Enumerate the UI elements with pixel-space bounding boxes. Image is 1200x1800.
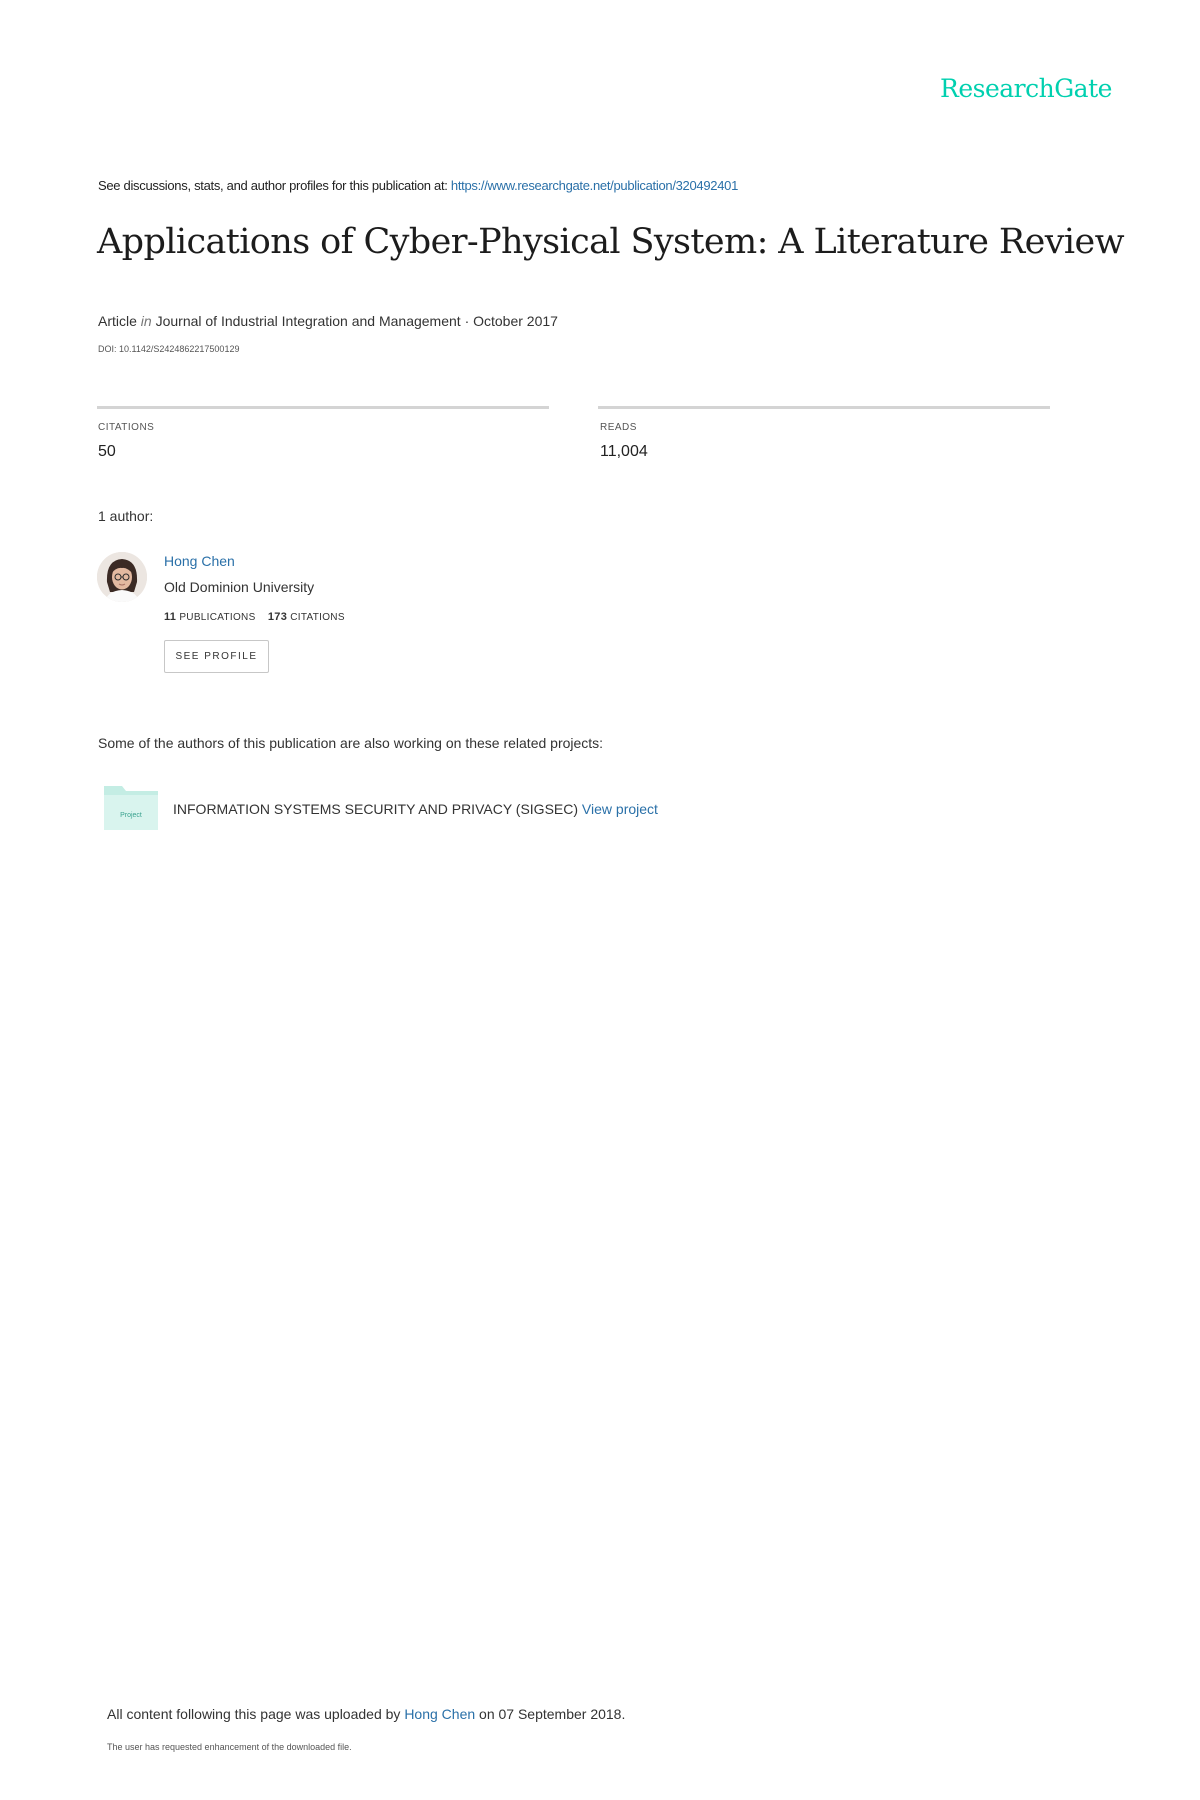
view-project-link[interactable]: View project: [581, 801, 658, 817]
person-photo-icon: [97, 552, 147, 602]
doi: DOI: 10.1142/S2424862217500129: [98, 344, 240, 354]
author-publications-count: 11: [164, 611, 177, 623]
author-citations-label: CITATIONS: [290, 612, 345, 623]
author-publications-label: PUBLICATIONS: [179, 612, 256, 623]
see-profile-button[interactable]: SEE PROFILE: [164, 640, 269, 673]
author-avatar[interactable]: [97, 552, 147, 602]
author-citations-count: 173: [267, 611, 288, 623]
project-item: [173, 801, 658, 817]
citations-label: CITATIONS: [98, 422, 155, 433]
journal-date: Journal of Industrial Integration and Management · October 2017: [155, 313, 558, 329]
author-affiliation: Old Dominion University: [164, 579, 315, 595]
reads-value: 11,004: [600, 443, 648, 460]
author-count: 1 author:: [98, 508, 154, 524]
article-type: Article: [98, 313, 137, 329]
folder-icon: [104, 784, 158, 830]
publication-title: Applications of Cyber-Physical System: A Literature Review: [97, 222, 1124, 262]
project-icon-label: Project: [120, 812, 142, 819]
in-label: in: [140, 313, 152, 329]
publication-meta: [98, 313, 558, 329]
author-stats: [164, 611, 345, 623]
publication-url-link[interactable]: https://www.researchgate.net/publication/320492401: [450, 178, 738, 193]
see-discussions-text: See discussions, stats, and author profiles for this publication at:: [98, 178, 448, 193]
project-title: INFORMATION SYSTEMS SECURITY AND PRIVACY (SIGSEC): [173, 801, 579, 817]
uploader-link[interactable]: Hong Chen: [404, 1706, 476, 1722]
researchgate-logo[interactable]: ResearchGate: [940, 74, 1112, 103]
related-projects-intro: Some of the authors of this publication are also working on these related projects:: [98, 735, 604, 751]
requested-enhancement-note: The user has requested enhancement of the downloaded file.: [107, 1742, 352, 1752]
uploaded-suffix: on 07 September 2018.: [479, 1706, 626, 1722]
reads-label: READS: [600, 422, 637, 433]
reads-divider: [598, 406, 1050, 409]
citations-value: 50: [98, 443, 116, 460]
citations-divider: [97, 406, 549, 409]
uploaded-note: [107, 1706, 625, 1722]
see-discussions-line: [98, 178, 738, 193]
project-folder-icon: [104, 784, 158, 830]
author-name-link[interactable]: Hong Chen: [164, 553, 235, 569]
uploaded-prefix: All content following this page was uploaded by: [107, 1706, 401, 1722]
